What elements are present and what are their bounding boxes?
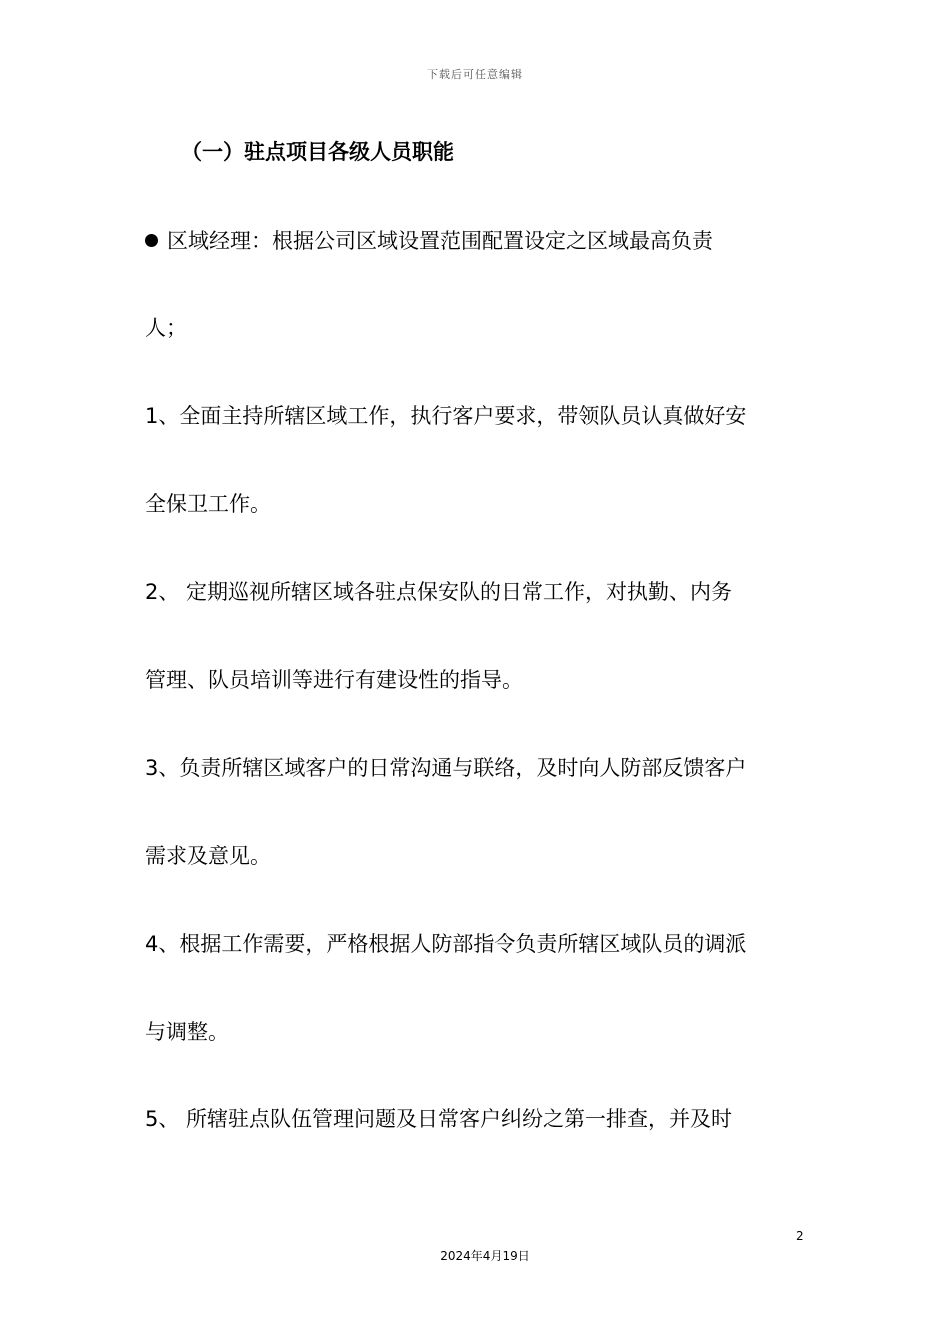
paragraph-line: 5、 所辖驻点队伍管理问题及日常客户纠纷之第一排查，并及时 xyxy=(145,1107,733,1131)
header-note: 下载后可任意编辑 xyxy=(427,68,523,81)
paragraph-line: 全保卫工作。 xyxy=(145,492,271,516)
paragraph-line: 4、根据工作需要，严格根据人防部指令负责所辖区域队员的调派 xyxy=(145,932,747,956)
line-text: 区域经理：根据公司区域设置范围配置设定之区域最高负责 xyxy=(167,229,713,253)
paragraph-line: 3、负责所辖区域客户的日常沟通与联络，及时向人防部反馈客户 xyxy=(145,756,747,780)
page-number: 2 xyxy=(796,1229,804,1243)
paragraph-line: 1、全面主持所辖区域工作，执行客户要求，带领队员认真做好安 xyxy=(145,404,747,428)
paragraph-line xyxy=(145,226,713,256)
paragraph-line: 与调整。 xyxy=(145,1020,229,1044)
paragraph-line: 需求及意见。 xyxy=(145,844,271,868)
footer-date: 2024年4月19日 xyxy=(440,1249,530,1263)
paragraph-line: 人； xyxy=(145,316,187,340)
paragraph-line: 管理、队员培训等进行有建设性的指导。 xyxy=(145,668,523,692)
section-title: （一）驻点项目各级人员职能 xyxy=(181,140,454,164)
paragraph-line: 2、 定期巡视所辖区域各驻点保安队的日常工作，对执勤、内务 xyxy=(145,580,733,604)
bullet-icon xyxy=(145,234,158,247)
